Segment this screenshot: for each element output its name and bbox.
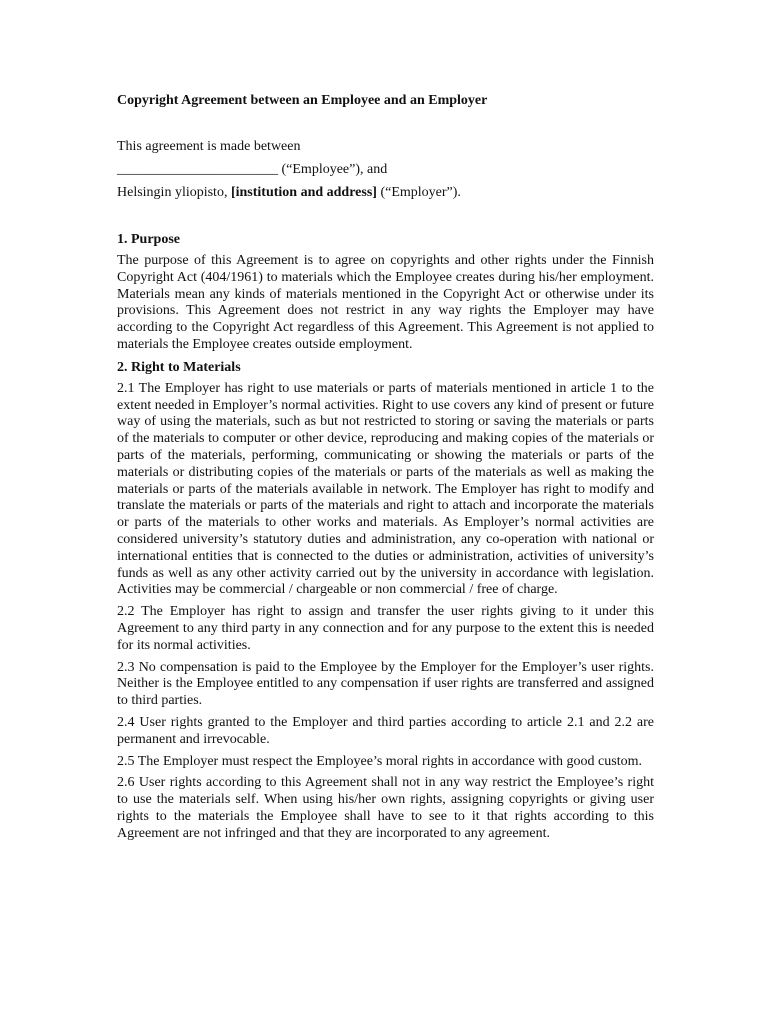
employee-line: [117, 161, 654, 179]
document-page: [117, 92, 654, 848]
clause-2-1: 2.1 The Employer has right to use materials or parts of materials mentioned in article 1 to the extent needed in Employer’s normal activities. Right to use covers any kind of present or future way of using the materials, such as but not restricted to storing or saving the materials or parts of the materials to computer or other device, reproducing and making copies of the materials or parts of the materials, performing, communicating or showing the materials or parts of the materials or distributing copies of the materials or parts of the materials as well as making the materials or parts of the materials available in network. The Employer has right to modify and translate the materials or parts of the materials and right to attach and incorporate the materials or parts of the materials to other works and materials. As Employer’s normal activities are considered university’s statutory duties and administration, any co-operation with national or international entities that is connected to the duties or administration, activities of university’s funds as well as any other activity carried out by the university in accordance with legislation. Activities may be commercial / chargeable or non commercial / free of charge.: [117, 380, 654, 598]
employer-name: Helsingin yliopisto,: [117, 185, 231, 200]
clause-2-4: 2.4 User rights granted to the Employer and third parties according to article 2.1 and 2.2 are permanent and irrevocable.: [117, 714, 654, 747]
section-heading: 1. Purpose: [117, 232, 180, 247]
section-purpose: [117, 231, 654, 354]
employer-line: [117, 184, 654, 202]
employee-name-blank: _______________________: [117, 162, 278, 177]
section-heading: 2. Right to Materials: [117, 359, 241, 375]
employee-label: (“Employee”), and: [278, 162, 388, 177]
clause-2-5: 2.5 The Employer must respect the Employee’s moral rights in accordance with good custom.: [117, 753, 642, 769]
employer-address-placeholder: [institution and address]: [230, 185, 377, 200]
intro-line: This agreement is made between: [117, 139, 301, 154]
document-title: Copyright Agreement between an Employee and an Employer: [117, 93, 488, 108]
section-paragraph: The purpose of this Agreement is to agree on copyrights and other rights under the Finnish Copyright Act (404/1961) to materials which the Employee creates during his/her employment. Materials mean any kinds of materials mentioned in the Copyright Act or otherwise under its provisions. This Agreement does not restrict in any way rights the Employer may have according to the Copyright Act regardless of this Agreement. This Agreement is not applied to materials the Employee creates outside employment.: [117, 253, 654, 352]
clause-2-6: 2.6 User rights according to this Agreement shall not in any way restrict the Employee’s right to use the materials self. When using his/her own rights, assigning copyrights or giving user rights to the materials the Employee shall have to see to it that rights according to this Agreement are not infringed and that they are incorporated to any agreement.: [117, 775, 654, 841]
clause-2-3: 2.3 No compensation is paid to the Employee by the Employer for the Employer’s user rights. Neither is the Employee entitled to any compensation if user rights are transferred and assigned to third parties.: [117, 659, 654, 709]
section-right-to-materials: [117, 359, 654, 843]
employer-label: (“Employer”).: [376, 185, 461, 200]
clause-2-2: 2.2 The Employer has right to assign and transfer the user rights giving to it under this Agreement to any third party in any connection and for any purpose to the extent this is needed for its normal activities.: [117, 604, 654, 653]
